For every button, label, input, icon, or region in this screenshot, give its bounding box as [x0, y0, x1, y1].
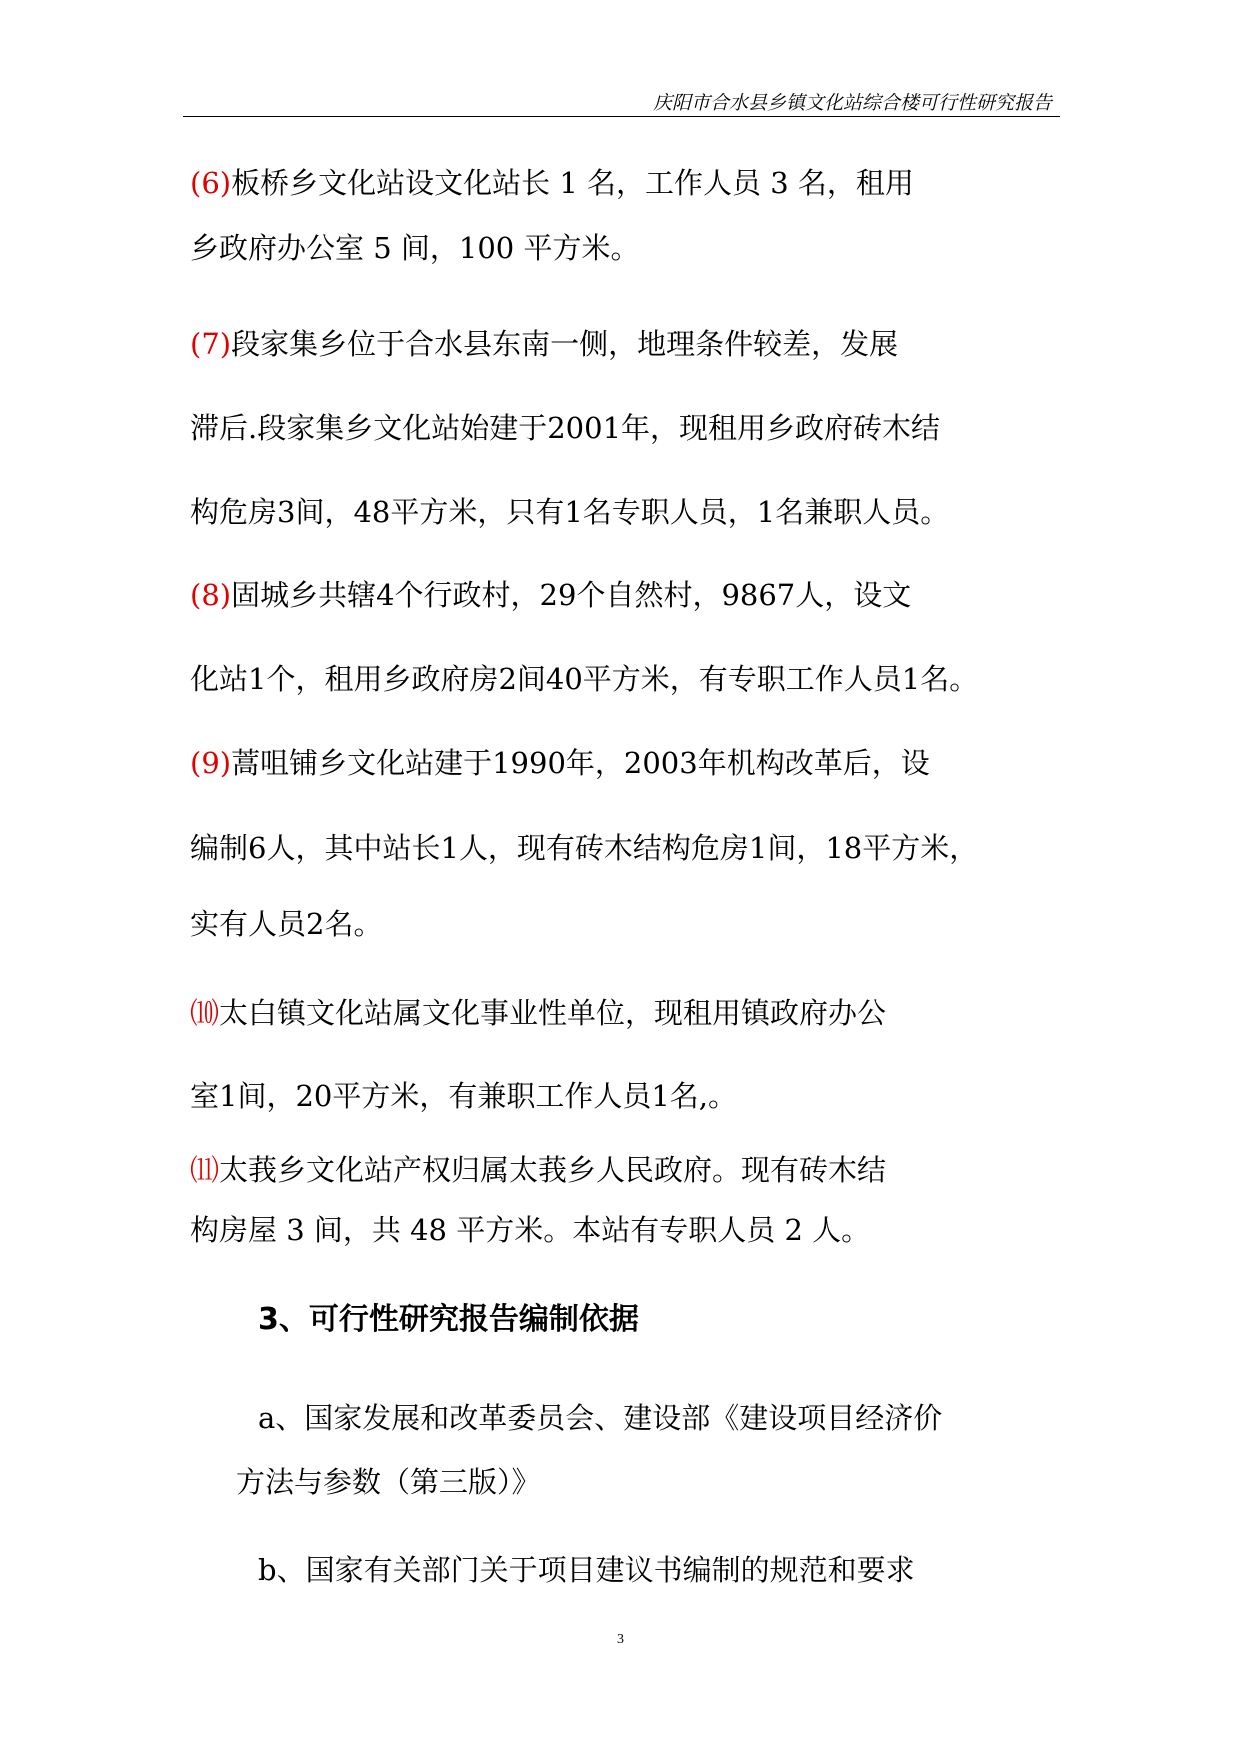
paragraph-text: 太白镇文化站属文化事业性单位，现租用镇政府办公	[219, 996, 887, 1030]
item-number: (8)	[190, 578, 232, 612]
header-title: 庆阳市合水县乡镇文化站综合楼可行性研究报告	[652, 92, 1052, 114]
paragraph-9-line-1	[190, 743, 930, 783]
basis-item-b-line-1: b、国家有关部门关于项目建议书编制的规范和要求	[258, 1553, 915, 1587]
paragraph-6-line-1	[190, 163, 914, 203]
paragraph-9-line-2: 编制6人，其中站长1人，现有砖木结构危房1间，18平方米，	[190, 831, 979, 865]
paragraph-10-line-2: 室1间，20平方米，有兼职工作人员1名,。	[190, 1079, 738, 1113]
paragraph-6-line-2: 乡政府办公室 5 间，100 平方米。	[190, 231, 640, 265]
item-number: ⑽	[190, 996, 220, 1030]
paragraph-text: 固城乡共辖4个行政村，29个自然村，9867人，设文	[231, 578, 912, 612]
basis-item-a-line-2: 方法与参数（第三版）》	[236, 1465, 541, 1499]
paragraph-10-line-1	[190, 993, 886, 1033]
paragraph-8-line-1	[190, 575, 911, 615]
paragraph-7-line-2: 滞后.段家集乡文化站始建于2001年，现租用乡政府砖木结	[190, 411, 941, 445]
page-header	[183, 84, 1060, 117]
paragraph-text: 板桥乡文化站设文化站长 1 名，工作人员 3 名，租用	[231, 166, 914, 200]
paragraph-7-line-1	[190, 324, 898, 364]
paragraph-9-line-3: 实有人员2名。	[190, 907, 383, 941]
basis-item-a-line-1: a、国家发展和改革委员会、建设部《建设项目经济价	[258, 1401, 943, 1435]
item-number: ⑾	[190, 1153, 220, 1187]
item-number: (9)	[190, 746, 232, 780]
paragraph-text: 段家集乡位于合水县东南一侧，地理条件较差，发展	[231, 327, 899, 361]
paragraph-text: 蒿咀铺乡文化站建于1990年，2003年机构改革后，设	[231, 746, 930, 780]
page-number: 3	[617, 1632, 624, 1647]
paragraph-7-line-3: 构危房3间，48平方米，只有1名专职人员，1名兼职人员。	[190, 495, 950, 529]
item-number: (7)	[190, 327, 232, 361]
paragraph-11-line-2: 构房屋 3 间，共 48 平方米。本站有专职人员 2 人。	[190, 1213, 871, 1247]
paragraph-8-line-2: 化站1个，租用乡政府房2间40平方米，有专职工作人员1名。	[190, 662, 979, 696]
section-heading: 3、可行性研究报告编制依据	[258, 1302, 639, 1337]
paragraph-text: 太莪乡文化站产权归属太莪乡人民政府。现有砖木结	[219, 1153, 887, 1187]
paragraph-11-line-1	[190, 1150, 886, 1190]
item-number: (6)	[190, 166, 232, 200]
